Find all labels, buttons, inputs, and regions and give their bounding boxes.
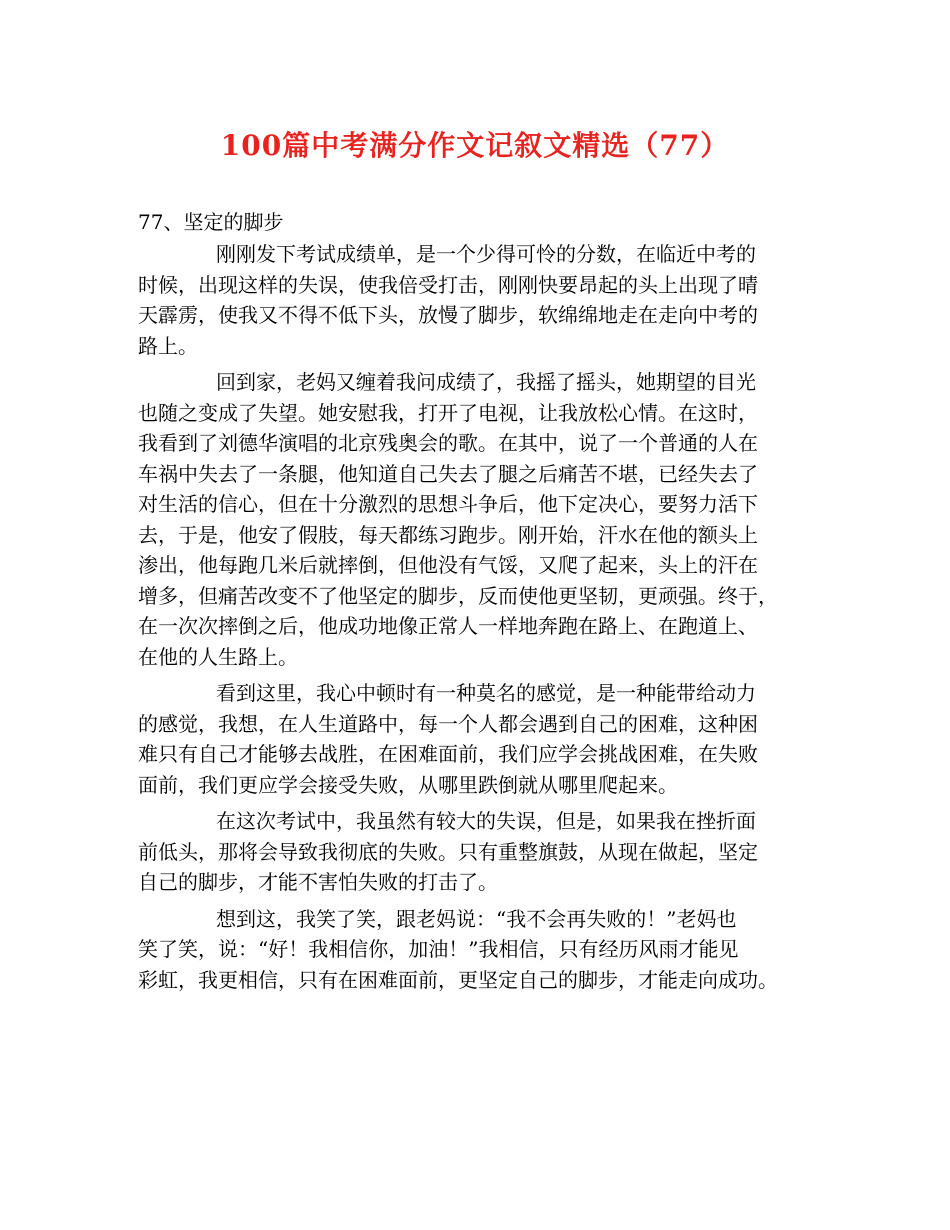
paragraph-line: 刚刚发下考试成绩单，是一个少得可怜的分数，在临近中考的 [216,242,756,266]
paragraph-line: 去，于是，他安了假肢，每天都练习跑步。刚开始，汗水在他的额头上 [138,522,758,547]
paragraph-2 [138,367,828,672]
paragraph-4 [138,806,828,898]
paragraph-line: 在他的人生路上。 [138,644,298,669]
document-body [138,205,828,1001]
paragraph-line: 也随之变成了失望。她安慰我，打开了电视，让我放松心情。在这时， [138,400,758,425]
paragraph-line: 看到这里，我心中顿时有一种莫名的感觉，是一种能带给动力 [216,681,756,705]
paragraph-line: 笑了笑，说：“好！我相信你，加油！”我相信，只有经历风雨才能见 [138,937,739,961]
paragraph-line: 天霹雳，使我又不得不低下头，放慢了脚步，软绵绵地走在走向中考的 [138,303,758,327]
paragraph-line: 在一次次摔倒之后，他成功地像正常人一样地奔跑在路上、在跑道上、 [138,614,758,638]
paragraph-line: 车祸中失去了一条腿，他知道自己失去了腿之后痛苦不堪，已经失去了 [138,461,758,486]
paragraph-line: 前低头，那将会导致我彻底的失败。只有重整旗鼓，从现在做起，坚定 [138,839,758,864]
paragraph-3 [138,678,828,800]
paragraph-line: 的感觉，我想，在人生道路中，每一个人都会遇到自己的困难，这种困 [138,711,758,736]
paragraph-line: 渗出，他每跑几米后就摔倒，但他没有气馁，又爬了起来，头上的汗在 [138,553,758,577]
paragraph-line: 增多，但痛苦改变不了他坚定的脚步，反而使他更坚韧，更顽强。终于， [138,583,778,608]
paragraph-line: 回到家，老妈又缠着我问成绩了，我摇了摇头，她期望的目光 [216,370,756,394]
paragraph-line: 彩虹，我更相信，只有在困难面前，更坚定自己的脚步，才能走向成功。 [138,967,778,992]
paragraph-line: 对生活的信心，但在十分激烈的思想斗争后，他下定决心，要努力活下 [138,492,758,516]
article-heading: 77、坚定的脚步 [138,210,284,234]
paragraph-line: 面前，我们更应学会接受失败，从哪里跌倒就从哪里爬起来。 [138,772,678,797]
paragraph-1 [138,239,828,361]
paragraph-line: 时候，出现这样的失误，使我倍受打击，刚刚快要昂起的头上出现了晴 [138,272,758,297]
paragraph-line: 自己的脚步，才能不害怕失败的打击了。 [138,870,498,894]
paragraph-line: 我看到了刘德华演唱的北京残奥会的歌。在其中，说了一个普通的人在 [138,431,758,455]
paragraph-5 [138,904,828,996]
document-title: 100篇中考满分作文记叙文精选（77） [220,129,730,162]
paragraph-line: 想到这，我笑了笑，跟老妈说：“我不会再失败的！”老妈也 [216,906,737,931]
paragraph-line: 在这次考试中，我虽然有较大的失误，但是，如果我在挫折面 [216,809,756,833]
paragraph-line: 路上。 [138,333,198,358]
paragraph-line: 难只有自己才能够去战胜，在困难面前，我们应学会挑战困难，在失败 [138,742,758,766]
